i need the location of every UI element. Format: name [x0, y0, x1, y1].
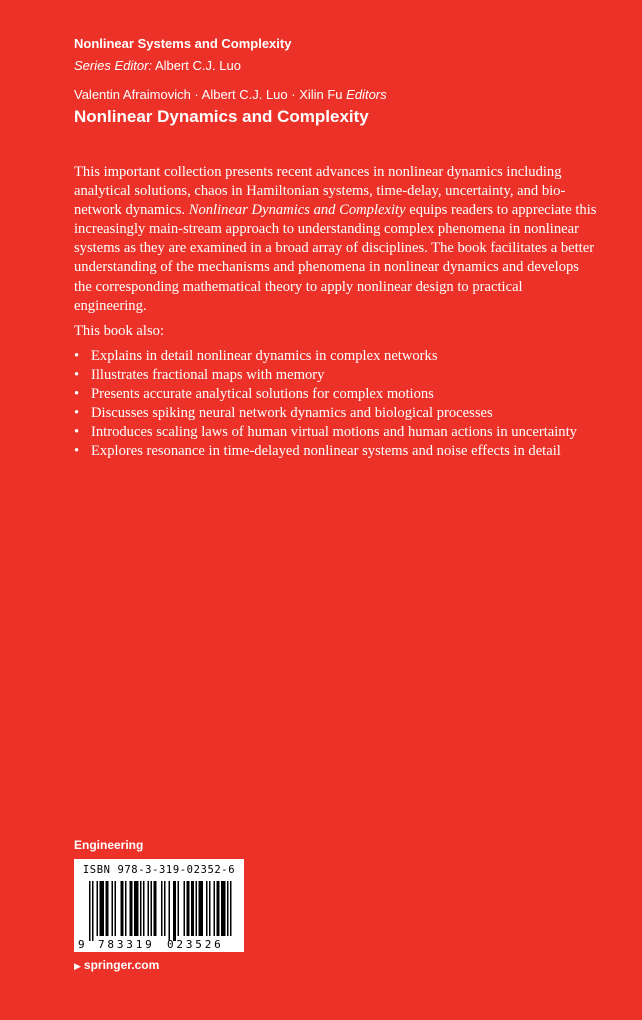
feature-list-item: • Explores resonance in time-delayed nonlinear systems and noise effects in detail [74, 442, 594, 461]
feature-list-item: • Illustrates fractional maps with memory [74, 366, 594, 385]
category-label: Engineering [74, 838, 144, 852]
isbn-barcode [74, 859, 244, 952]
description-italic-title: Nonlinear Dynamics and Complexity [188, 202, 406, 219]
series-editor-name: Albert C.J. Luo [154, 58, 241, 73]
triangle-right-icon: ▶ [74, 961, 81, 971]
description-part1: This important collection presents recent advances in nonlinear dynamics including analytical solutions, chaos in Hamiltonian systems, time-delay, uncertainty, and bio-network dynamics. [74, 164, 566, 219]
description-part2: equips readers to appreciate this increasingly main-stream approach to understanding complex phenomena in nonlinear systems as they are examined in a broad array of disciplines. The book facilitates a better understanding of the mechanisms and phenomena in nonlinear dynamics and develops the corresponding mathematical theory to apply nonlinear design to practical engineering. [74, 202, 597, 314]
publisher-link[interactable] [74, 958, 159, 972]
feature-list-item: • Discusses spiking neural network dynamics and biological processes [74, 404, 594, 423]
barcode-digit-left: 783319 [98, 938, 155, 951]
barcode-bars [87, 881, 233, 941]
feature-list-item: • Explains in detail nonlinear dynamics in complex networks [74, 347, 594, 366]
series-title: Nonlinear Systems and Complexity [74, 36, 292, 51]
book-editors-names: Valentin Afraimovich · Albert C.J. Luo · Xilin Fu [74, 87, 343, 102]
publisher-url: springer.com [83, 958, 160, 972]
book-title: Nonlinear Dynamics and Complexity [74, 107, 369, 126]
barcode-digit-right: 023526 [167, 938, 224, 951]
feature-list-item: • Presents accurate analytical solutions for complex motions [74, 385, 594, 404]
book-editors-label: Editors [346, 87, 387, 102]
book-editors [74, 87, 387, 102]
feature-list-item: • Introduces scaling laws of human virtual motions and human actions in uncertainty [74, 423, 594, 442]
book-description [74, 163, 598, 316]
series-editor [74, 58, 241, 73]
also-label: This book also: [74, 323, 164, 339]
barcode-digit-prefix: 9 [78, 938, 85, 951]
isbn-text: ISBN 978-3-319-02352-6 [82, 864, 236, 876]
feature-list [74, 347, 594, 461]
series-editor-label: Series Editor: [74, 58, 153, 73]
